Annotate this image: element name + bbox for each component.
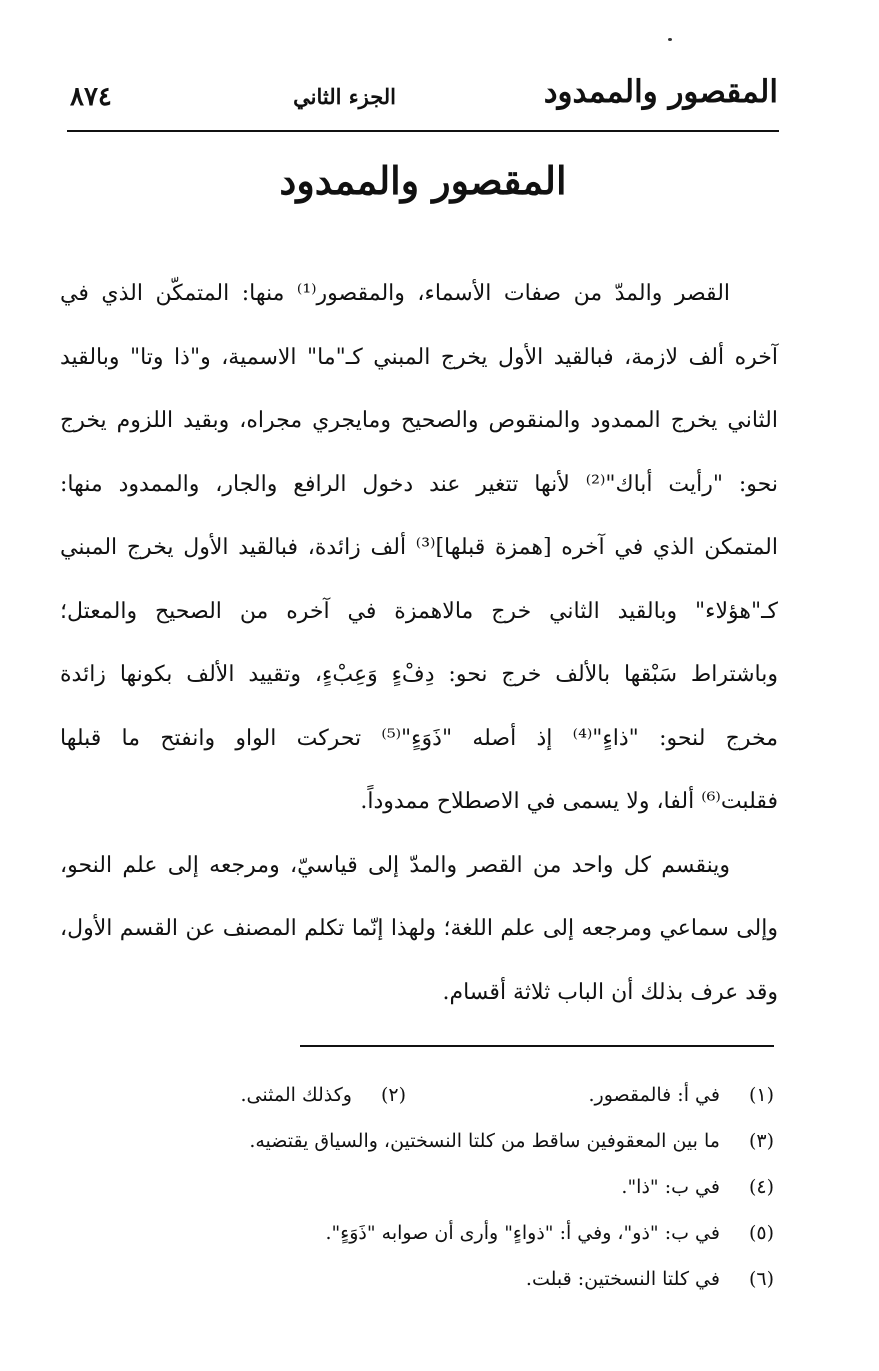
body-line: القصر والمدّ من صفات الأسماء، والمقصور⁽¹⁾ منها: المتمكّن الذي في — [60, 281, 731, 306]
body-line: فقلبت⁽⁶⁾ ألفا، ولا يسمى في الاصطلاح ممدوداً. — [360, 789, 778, 814]
body-line: وإلى سماعي ومرجعه إلى علم اللغة؛ ولهذا إنّما تكلم المصنف عن القسم الأول، — [60, 916, 778, 941]
footnote-text: ما بين المعقوفين ساقط من كلتا النسختين، والسياق يقتضيه. — [249, 1130, 720, 1152]
footnote — [80, 1210, 774, 1256]
body-line: مخرج لنحو: "ذاءٍ"⁽⁴⁾ إذ أصله "ذَوَءٍ"⁽⁵⁾ تحركت الواو وانفتح ما قبلها — [60, 725, 778, 751]
body-text — [60, 262, 778, 1024]
footnote-second — [241, 1072, 406, 1118]
running-header-part: الجزء الثاني — [293, 84, 396, 109]
body-line: وباشتراط سَبْقها بالألف خرج نحو: دِفْءٍ وَعِبْءٍ، وتقييد الألف بكونها زائدة — [60, 662, 778, 687]
page-number: ٨٧٤ — [70, 82, 112, 112]
scan-speck — [668, 38, 672, 41]
running-header — [70, 74, 778, 124]
body-line: الثاني يخرج الممدود والمنقوص والصحيح ومايجري مجراه، وبقيد اللزوم يخرج — [60, 408, 778, 433]
header-rule — [67, 130, 779, 132]
footnote-text: في ب: "ذا". — [621, 1176, 720, 1198]
body-line: المتمكن الذي في آخره [همزة قبلها]⁽³⁾ ألف زائدة، فبالقيد الأول يخرج المبني — [60, 535, 779, 560]
chapter-title: المقصور والممدود — [279, 158, 567, 203]
footnotes — [80, 1072, 774, 1302]
footnote-number: (٥) — [748, 1222, 774, 1244]
body-line: وينقسم كل واحد من القصر والمدّ إلى قياسيّ، ومرجعه إلى علم النحو، — [60, 852, 730, 878]
footnote-text: في ب: "ذو"، وفي أ: "ذواءٍ" وأرى أن صوابه "ذَوَءٍ". — [325, 1222, 720, 1244]
running-header-title: المقصور والممدود — [543, 74, 778, 110]
footnote-rule — [300, 1045, 774, 1047]
footnote-number: (٦) — [748, 1268, 774, 1290]
body-line: كـ"هؤلاء" وبالقيد الثاني خرج مالاهمزة في آخره من الصحيح والمعتل؛ — [60, 598, 778, 624]
footnote — [80, 1256, 774, 1302]
footnote-text: وكذلك المثنى. — [240, 1084, 352, 1106]
body-line: نحو: "رأيت أباك"⁽²⁾ لأنها تتغير عند دخول الرافع والجار، والممدود منها: — [60, 471, 778, 497]
footnote-number: (١) — [748, 1084, 774, 1106]
body-line: وقد عرف بذلك أن الباب ثلاثة أقسام. — [442, 979, 778, 1005]
footnote-number: (٣) — [748, 1130, 774, 1152]
body-line: آخره ألف لازمة، فبالقيد الأول يخرج المبني كـ"ما" الاسمية، و"ذا وتا" وبالقيد — [60, 344, 778, 370]
footnote — [80, 1164, 774, 1210]
footnote-text: في كلتا النسختين: قبلت. — [525, 1268, 720, 1290]
footnote — [80, 1118, 774, 1164]
footnote-number: (٢) — [380, 1084, 406, 1106]
footnote — [80, 1072, 774, 1118]
footnote-number: (٤) — [748, 1176, 774, 1198]
footnote-text: في أ: فالمقصور. — [588, 1084, 720, 1106]
